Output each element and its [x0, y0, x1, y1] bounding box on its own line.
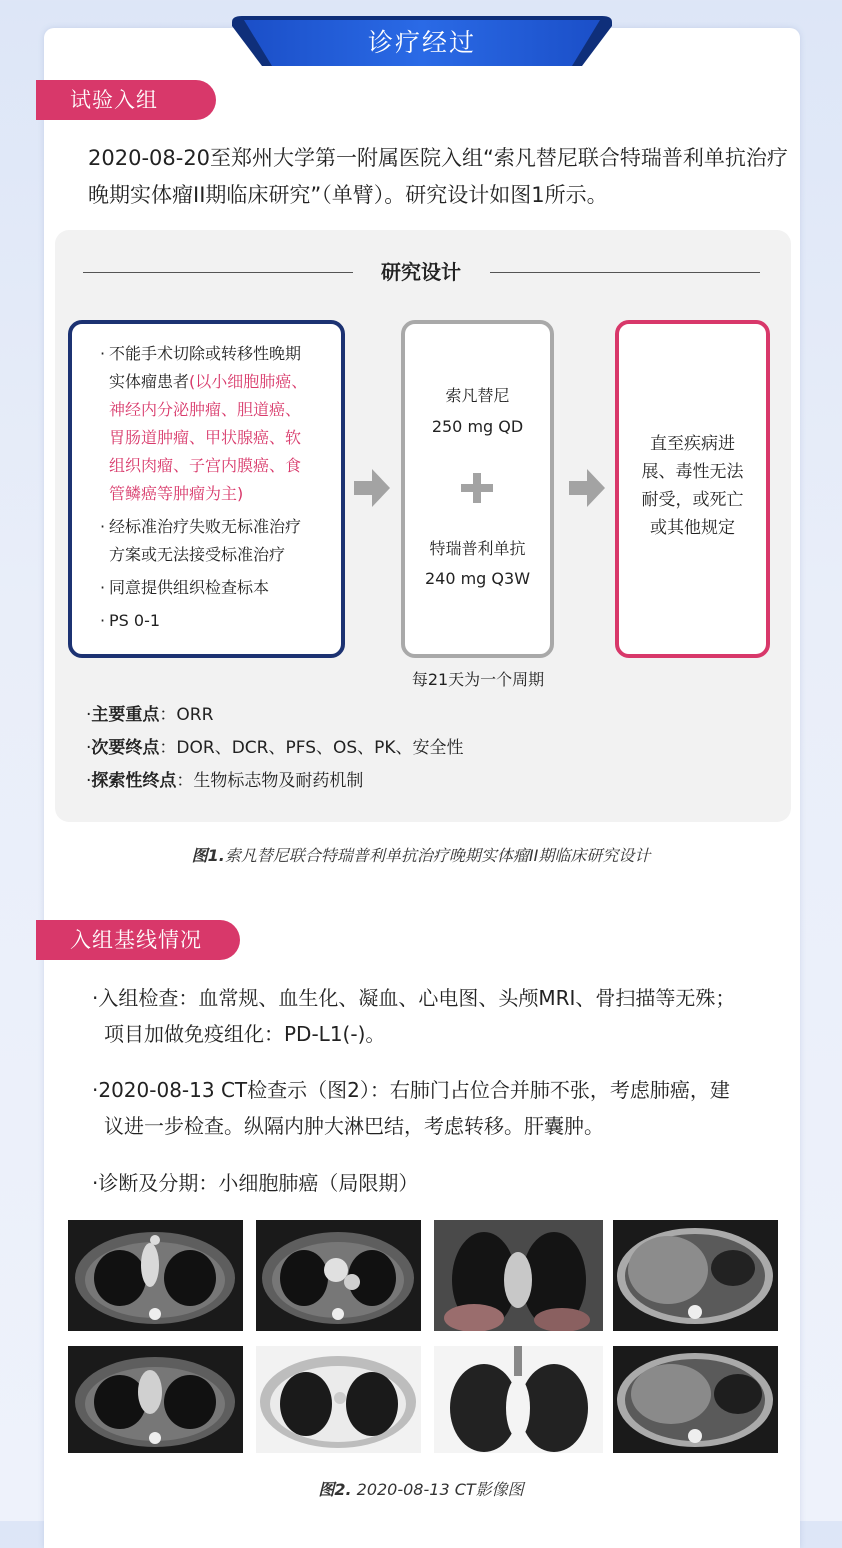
header-tab [232, 16, 612, 66]
baseline-exam: ·入组检查：血常规、血生化、凝血、心电图、头颅MRI、骨扫描等无殊； 项目加做免疫组化：PD-L1(-)。 [92, 986, 736, 1046]
ct-image-1 [68, 1220, 243, 1331]
exploratory-endpoint: ·探索性终点：生物标志物及耐药机制 [86, 771, 364, 791]
baseline-ct: ·2020-08-13 CT检查示（图2）：右肺门占位合并肺不张，考虑肺癌，建 议进一步检查。纵隔内肿大淋巴结，考虑转移。肝囊肿。 [92, 1078, 730, 1138]
section-tag-enrollment: 试验入组 [36, 80, 216, 120]
ct-image-3 [434, 1220, 603, 1331]
section-tag-baseline: 入组基线情况 [36, 920, 240, 960]
ct-image-2 [256, 1220, 421, 1331]
arrow-right-icon [569, 469, 605, 507]
ct-image-4 [613, 1220, 778, 1331]
drug-2-dose: 240 mg Q3W [424, 569, 531, 588]
ct-image-6 [256, 1346, 421, 1453]
criterion-1: · 不能手术切除或转移性晚期 实体瘤患者(以小细胞肺癌、 神经内分泌肿瘤、胆道癌、 胃肠道肿瘤、甲状腺癌、软 组织肉瘤、子宫内膜癌、食 管鳞癌等肿瘤为主) [100, 344, 308, 503]
ct-image-5 [68, 1346, 243, 1453]
drug-2-name: 特瑞普利单抗 [429, 539, 526, 558]
plus-icon [461, 473, 493, 503]
criterion-2: · 经标准治疗失败无标准治疗 方案或无法接受标准治疗 [100, 517, 302, 564]
drug-1-dose: 250 mg QD [431, 417, 524, 436]
intro-paragraph: 2020-08-20至郑州大学第一附属医院入组“索凡替尼联合特瑞普利单抗治疗晚期实体瘤II期临床研究”（单臂）。研究设计如图1所示。 [88, 146, 788, 207]
drug-1-name: 索凡替尼 [445, 386, 510, 405]
stop-condition-text: 直至疾病进 展、毒性无法 耐受，或死亡 或其他规定 [641, 434, 744, 538]
baseline-diagnosis: ·诊断及分期：小细胞肺癌（局限期） [92, 1171, 419, 1195]
secondary-endpoint: ·次要终点：DOR、DCR、PFS、OS、PK、安全性 [86, 738, 464, 758]
cycle-note: 每21天为一个周期 [411, 670, 545, 689]
ct-image-7 [434, 1346, 603, 1453]
study-design-title: 研究设计 [381, 260, 461, 284]
criterion-3: · 同意提供组织检查标本 [100, 578, 270, 597]
criterion-4: · PS 0-1 [100, 611, 161, 630]
primary-endpoint: ·主要重点：ORR [86, 705, 214, 725]
ct-image-8 [613, 1346, 778, 1453]
figure-2-caption: 图2. 2020-08-13 CT影像图 [318, 1480, 524, 1499]
header-title: 诊疗经过 [367, 28, 476, 57]
figure-1-caption: 图1.索凡替尼联合特瑞普利单抗治疗晚期实体瘤II期临床研究设计 [191, 846, 651, 865]
arrow-right-icon [354, 469, 390, 507]
